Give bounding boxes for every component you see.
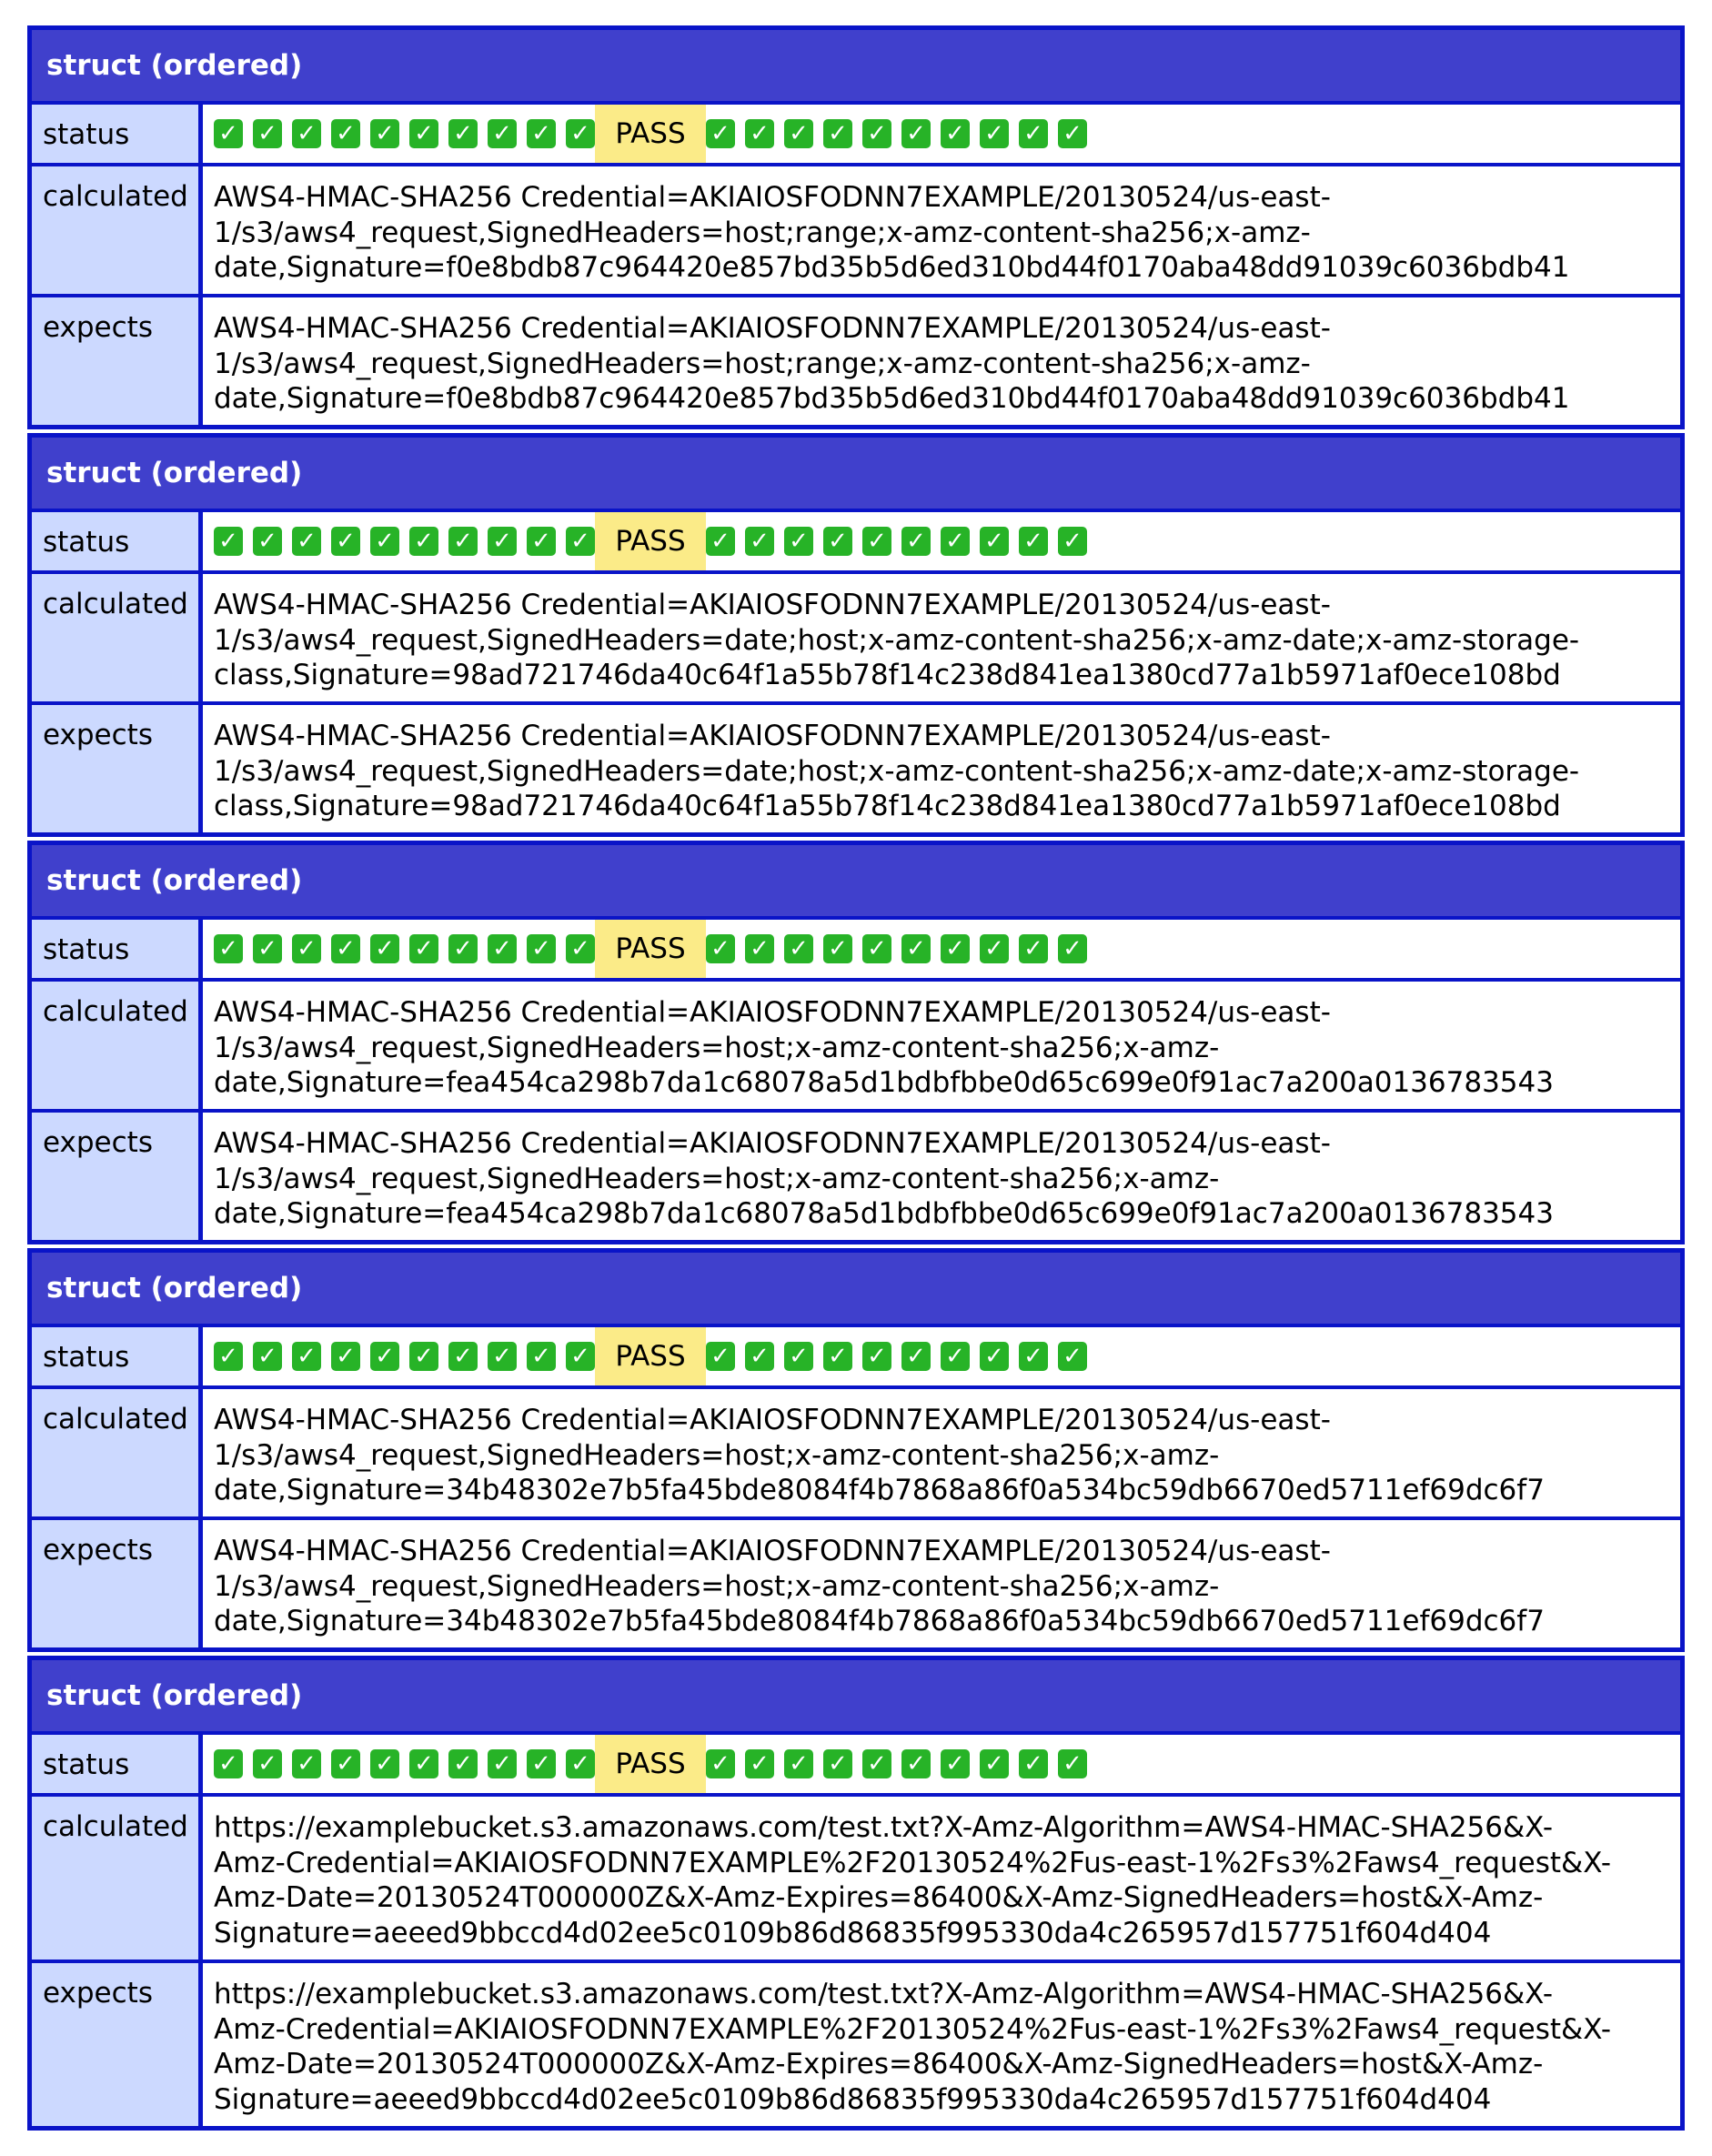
check-mark-icon: ✓ xyxy=(527,119,556,148)
check-mark-icon: ✓ xyxy=(488,1342,517,1371)
check-mark-icon: ✓ xyxy=(370,1342,399,1371)
check-group xyxy=(214,105,595,163)
check-mark-icon: ✓ xyxy=(527,527,556,556)
check-mark-icon: ✓ xyxy=(901,1749,931,1778)
check-mark-icon: ✓ xyxy=(941,934,970,963)
check-group xyxy=(214,1735,595,1793)
check-mark-icon: ✓ xyxy=(1019,1342,1048,1371)
check-mark-icon: ✓ xyxy=(214,934,243,963)
check-mark-icon: ✓ xyxy=(448,934,478,963)
row-label: expects xyxy=(32,705,198,832)
check-mark-icon: ✓ xyxy=(745,119,774,148)
check-mark-icon: ✓ xyxy=(488,934,517,963)
check-mark-icon: ✓ xyxy=(292,1749,321,1778)
check-mark-icon: ✓ xyxy=(980,1749,1009,1778)
calculated-value: AWS4-HMAC-SHA256 Credential=AKIAIOSFODNN7EXAMPLE/20130524/us-east- 1/s3/aws4_request,SignedHeaders=host;range;x-amz-content-sha256;x-amz- date,Signature=f0e8bdb87c964420e857bd35b5d6ed310bd44f0170aba48dd91039c6036bdb41 xyxy=(203,166,1680,294)
check-mark-icon: ✓ xyxy=(706,1749,735,1778)
check-mark-icon: ✓ xyxy=(784,527,813,556)
check-mark-icon: ✓ xyxy=(1058,1749,1087,1778)
check-group xyxy=(214,920,595,978)
check-mark-icon: ✓ xyxy=(370,934,399,963)
check-mark-icon: ✓ xyxy=(862,934,891,963)
check-mark-icon: ✓ xyxy=(1019,1749,1048,1778)
check-mark-icon: ✓ xyxy=(566,1342,595,1371)
check-group xyxy=(706,920,1087,978)
check-mark-icon: ✓ xyxy=(1019,527,1048,556)
row-label: status xyxy=(32,920,198,978)
check-mark-icon: ✓ xyxy=(527,1749,556,1778)
expects-row xyxy=(32,1963,1680,2126)
check-mark-icon: ✓ xyxy=(823,527,852,556)
struct-header: struct (ordered) xyxy=(32,1660,1680,1731)
check-mark-icon: ✓ xyxy=(292,527,321,556)
check-mark-icon: ✓ xyxy=(253,934,282,963)
row-label: calculated xyxy=(32,982,198,1109)
row-label: status xyxy=(32,1735,198,1793)
check-mark-icon: ✓ xyxy=(409,1342,438,1371)
expects-value: https://examplebucket.s3.amazonaws.com/test.txt?X-Amz-Algorithm=AWS4-HMAC-SHA256&X- Amz-Credential=AKIAIOSFODNN7EXAMPLE%2F20130524%2Fus-east-1%2Fs3%2Faws4_request&X- Amz-Date=20130524T000000Z&X-Amz-Expires=86400&X-Amz-SignedHeaders=host&X-Amz- Signature=aeeed9bbccd4d02ee5c0109b86d86835f995330da4c265957d157751f604d404 xyxy=(203,1963,1680,2126)
check-mark-icon: ✓ xyxy=(1019,119,1048,148)
check-mark-icon: ✓ xyxy=(448,1749,478,1778)
struct-table xyxy=(27,25,1685,429)
row-label: expects xyxy=(32,297,198,425)
check-mark-icon: ✓ xyxy=(823,1342,852,1371)
calculated-value: AWS4-HMAC-SHA256 Credential=AKIAIOSFODNN7EXAMPLE/20130524/us-east- 1/s3/aws4_request,SignedHeaders=host;x-amz-content-sha256;x-amz- date,Signature=fea454ca298b7da1c68078a5d1bdbfbbe0d65c699e0f91ac7a200a0136783543 xyxy=(203,982,1680,1109)
check-mark-icon: ✓ xyxy=(862,119,891,148)
check-mark-icon: ✓ xyxy=(292,1342,321,1371)
check-mark-icon: ✓ xyxy=(214,1342,243,1371)
check-mark-icon: ✓ xyxy=(706,1342,735,1371)
check-mark-icon: ✓ xyxy=(823,119,852,148)
row-label: status xyxy=(32,105,198,163)
calculated-row xyxy=(32,1797,1680,1960)
calculated-row xyxy=(32,982,1680,1109)
check-mark-icon: ✓ xyxy=(331,527,360,556)
expects-value: AWS4-HMAC-SHA256 Credential=AKIAIOSFODNN7EXAMPLE/20130524/us-east- 1/s3/aws4_request,SignedHeaders=host;x-amz-content-sha256;x-amz- date,Signature=fea454ca298b7da1c68078a5d1bdbfbbe0d65c699e0f91ac7a200a0136783543 xyxy=(203,1113,1680,1240)
check-mark-icon: ✓ xyxy=(409,527,438,556)
status-badge: PASS xyxy=(595,1735,706,1793)
check-mark-icon: ✓ xyxy=(448,1342,478,1371)
status-badge: PASS xyxy=(595,105,706,163)
status-row xyxy=(32,512,1680,570)
status-value-cell xyxy=(203,512,1680,570)
struct-table xyxy=(27,841,1685,1244)
status-value-cell xyxy=(203,920,1680,978)
calculated-value: AWS4-HMAC-SHA256 Credential=AKIAIOSFODNN7EXAMPLE/20130524/us-east- 1/s3/aws4_request,SignedHeaders=date;host;x-amz-content-sha256;x-amz-date;x-amz-storage- class,Signature=98ad721746da40c64f1a55b78f14c238d841ea1380cd77a1b5971af0ece108bd xyxy=(203,574,1680,701)
check-mark-icon: ✓ xyxy=(566,1749,595,1778)
struct-header: struct (ordered) xyxy=(32,30,1680,101)
row-label: calculated xyxy=(32,574,198,701)
expects-value: AWS4-HMAC-SHA256 Credential=AKIAIOSFODNN7EXAMPLE/20130524/us-east- 1/s3/aws4_request,SignedHeaders=date;host;x-amz-content-sha256;x-amz-date;x-amz-storage- class,Signature=98ad721746da40c64f1a55b78f14c238d841ea1380cd77a1b5971af0ece108bd xyxy=(203,705,1680,832)
check-mark-icon: ✓ xyxy=(784,1749,813,1778)
row-label: expects xyxy=(32,1963,198,2126)
status-row xyxy=(32,920,1680,978)
check-mark-icon: ✓ xyxy=(566,527,595,556)
check-mark-icon: ✓ xyxy=(292,119,321,148)
check-mark-icon: ✓ xyxy=(409,934,438,963)
check-mark-icon: ✓ xyxy=(409,119,438,148)
check-group xyxy=(214,1327,595,1385)
check-mark-icon: ✓ xyxy=(784,1342,813,1371)
check-mark-icon: ✓ xyxy=(941,119,970,148)
check-mark-icon: ✓ xyxy=(784,119,813,148)
check-mark-icon: ✓ xyxy=(253,1342,282,1371)
check-mark-icon: ✓ xyxy=(980,1342,1009,1371)
struct-table xyxy=(27,1248,1685,1652)
check-mark-icon: ✓ xyxy=(331,934,360,963)
check-mark-icon: ✓ xyxy=(1019,934,1048,963)
check-mark-icon: ✓ xyxy=(566,119,595,148)
struct-table xyxy=(27,1656,1685,2131)
struct-header: struct (ordered) xyxy=(32,1253,1680,1324)
check-mark-icon: ✓ xyxy=(745,527,774,556)
row-label: calculated xyxy=(32,1389,198,1516)
expects-value: AWS4-HMAC-SHA256 Credential=AKIAIOSFODNN7EXAMPLE/20130524/us-east- 1/s3/aws4_request,SignedHeaders=host;x-amz-content-sha256;x-amz- date,Signature=34b48302e7b5fa45bde8084f4b7868a86f0a534bc59db6670ed5711ef69dc6f7 xyxy=(203,1520,1680,1647)
check-mark-icon: ✓ xyxy=(214,1749,243,1778)
check-mark-icon: ✓ xyxy=(527,1342,556,1371)
struct-list xyxy=(27,25,1685,2134)
expects-row xyxy=(32,297,1680,425)
check-mark-icon: ✓ xyxy=(823,1749,852,1778)
check-mark-icon: ✓ xyxy=(1058,527,1087,556)
check-mark-icon: ✓ xyxy=(253,119,282,148)
expects-row xyxy=(32,705,1680,832)
check-mark-icon: ✓ xyxy=(706,527,735,556)
check-mark-icon: ✓ xyxy=(980,934,1009,963)
struct-table xyxy=(27,433,1685,837)
check-mark-icon: ✓ xyxy=(1058,934,1087,963)
check-mark-icon: ✓ xyxy=(331,1342,360,1371)
check-mark-icon: ✓ xyxy=(941,527,970,556)
check-mark-icon: ✓ xyxy=(745,1342,774,1371)
check-mark-icon: ✓ xyxy=(448,119,478,148)
check-mark-icon: ✓ xyxy=(901,934,931,963)
check-mark-icon: ✓ xyxy=(706,934,735,963)
check-mark-icon: ✓ xyxy=(488,527,517,556)
check-mark-icon: ✓ xyxy=(862,1342,891,1371)
check-mark-icon: ✓ xyxy=(253,527,282,556)
calculated-value: AWS4-HMAC-SHA256 Credential=AKIAIOSFODNN7EXAMPLE/20130524/us-east- 1/s3/aws4_request,SignedHeaders=host;x-amz-content-sha256;x-amz- date,Signature=34b48302e7b5fa45bde8084f4b7868a86f0a534bc59db6670ed5711ef69dc6f7 xyxy=(203,1389,1680,1516)
check-mark-icon: ✓ xyxy=(862,1749,891,1778)
check-mark-icon: ✓ xyxy=(823,934,852,963)
check-mark-icon: ✓ xyxy=(292,934,321,963)
check-group xyxy=(706,1735,1087,1793)
check-group xyxy=(214,512,595,570)
check-group xyxy=(706,512,1087,570)
row-label: status xyxy=(32,1327,198,1385)
check-mark-icon: ✓ xyxy=(862,527,891,556)
row-label: calculated xyxy=(32,1797,198,1960)
status-badge: PASS xyxy=(595,920,706,978)
status-value-cell xyxy=(203,1735,1680,1793)
check-mark-icon: ✓ xyxy=(214,527,243,556)
check-mark-icon: ✓ xyxy=(745,1749,774,1778)
check-mark-icon: ✓ xyxy=(706,119,735,148)
check-mark-icon: ✓ xyxy=(370,527,399,556)
struct-header: struct (ordered) xyxy=(32,438,1680,509)
status-row xyxy=(32,105,1680,163)
check-mark-icon: ✓ xyxy=(1058,119,1087,148)
check-group xyxy=(706,1327,1087,1385)
check-mark-icon: ✓ xyxy=(745,934,774,963)
check-mark-icon: ✓ xyxy=(331,1749,360,1778)
struct-header: struct (ordered) xyxy=(32,845,1680,916)
status-row xyxy=(32,1735,1680,1793)
check-mark-icon: ✓ xyxy=(409,1749,438,1778)
check-mark-icon: ✓ xyxy=(331,119,360,148)
row-label: calculated xyxy=(32,166,198,294)
check-mark-icon: ✓ xyxy=(941,1342,970,1371)
check-mark-icon: ✓ xyxy=(980,119,1009,148)
calculated-row xyxy=(32,166,1680,294)
check-mark-icon: ✓ xyxy=(527,934,556,963)
expects-value: AWS4-HMAC-SHA256 Credential=AKIAIOSFODNN7EXAMPLE/20130524/us-east- 1/s3/aws4_request,SignedHeaders=host;range;x-amz-content-sha256;x-amz- date,Signature=f0e8bdb87c964420e857bd35b5d6ed310bd44f0170aba48dd91039c6036bdb41 xyxy=(203,297,1680,425)
row-label: expects xyxy=(32,1113,198,1240)
expects-row xyxy=(32,1113,1680,1240)
check-mark-icon: ✓ xyxy=(448,527,478,556)
check-group xyxy=(706,105,1087,163)
check-mark-icon: ✓ xyxy=(784,934,813,963)
check-mark-icon: ✓ xyxy=(253,1749,282,1778)
check-mark-icon: ✓ xyxy=(214,119,243,148)
status-value-cell xyxy=(203,1327,1680,1385)
check-mark-icon: ✓ xyxy=(370,119,399,148)
check-mark-icon: ✓ xyxy=(566,934,595,963)
row-label: status xyxy=(32,512,198,570)
check-mark-icon: ✓ xyxy=(488,119,517,148)
status-badge: PASS xyxy=(595,1327,706,1385)
status-value-cell xyxy=(203,105,1680,163)
check-mark-icon: ✓ xyxy=(941,1749,970,1778)
row-label: expects xyxy=(32,1520,198,1647)
check-mark-icon: ✓ xyxy=(901,1342,931,1371)
expects-row xyxy=(32,1520,1680,1647)
check-mark-icon: ✓ xyxy=(370,1749,399,1778)
calculated-row xyxy=(32,1389,1680,1516)
calculated-row xyxy=(32,574,1680,701)
check-mark-icon: ✓ xyxy=(901,119,931,148)
check-mark-icon: ✓ xyxy=(1058,1342,1087,1371)
calculated-value: https://examplebucket.s3.amazonaws.com/test.txt?X-Amz-Algorithm=AWS4-HMAC-SHA256&X- Amz-Credential=AKIAIOSFODNN7EXAMPLE%2F20130524%2Fus-east-1%2Fs3%2Faws4_request&X- Amz-Date=20130524T000000Z&X-Amz-Expires=86400&X-Amz-SignedHeaders=host&X-Amz- Signature=aeeed9bbccd4d02ee5c0109b86d86835f995330da4c265957d157751f604d404 xyxy=(203,1797,1680,1960)
check-mark-icon: ✓ xyxy=(980,527,1009,556)
status-row xyxy=(32,1327,1680,1385)
status-badge: PASS xyxy=(595,512,706,570)
check-mark-icon: ✓ xyxy=(901,527,931,556)
check-mark-icon: ✓ xyxy=(488,1749,517,1778)
